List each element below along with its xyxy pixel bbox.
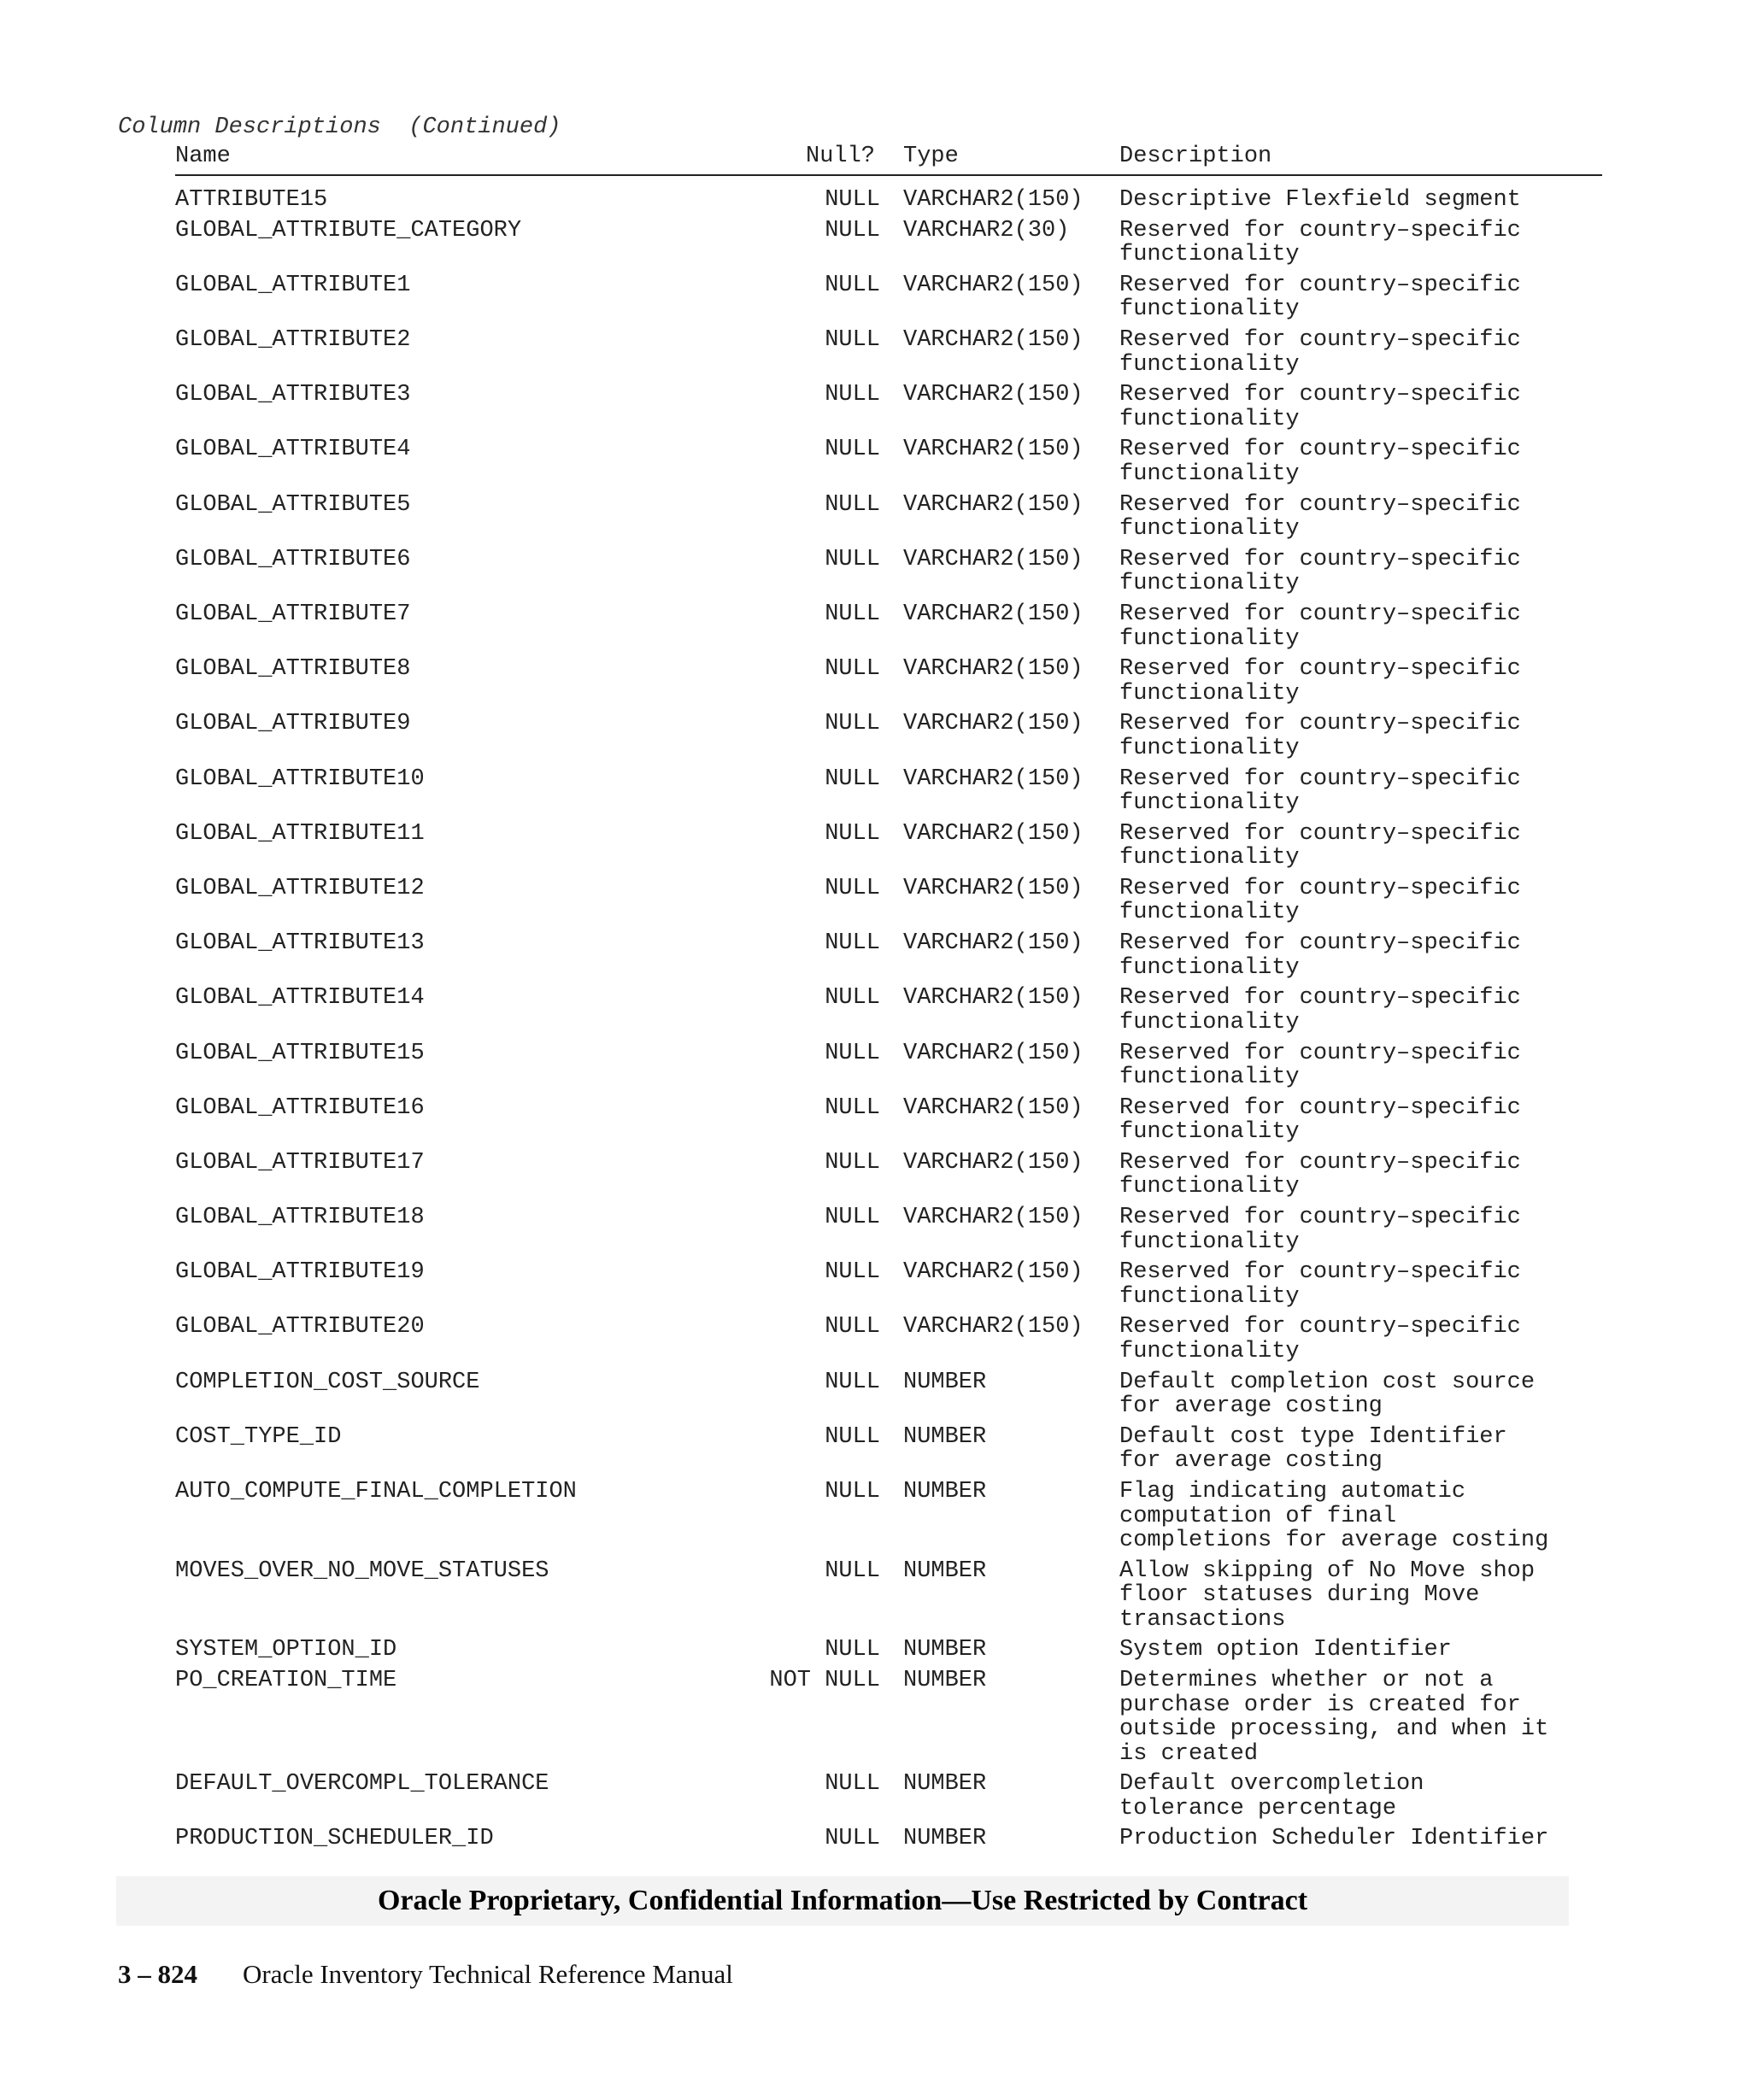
table-row [175,188,1602,213]
table-row [175,548,1602,596]
description-cell: Descriptive Flexfield segment [1119,187,1521,213]
nullability-cell: NULL [825,1205,880,1231]
nullability-cell: NULL [825,875,880,901]
table-row [175,602,1602,651]
data-type-cell: NUMBER [903,1826,987,1852]
column-name-cell: ATTRIBUTE15 [175,187,328,213]
column-name-cell: GLOBAL_ATTRIBUTE13 [175,930,425,957]
description-cell: Reserved for country–specific functionality [1119,1314,1521,1364]
column-name-cell: COMPLETION_COST_SOURCE [175,1369,480,1395]
table-row [175,712,1602,760]
column-name-cell: GLOBAL_ATTRIBUTE10 [175,766,425,792]
column-name-cell: GLOBAL_ATTRIBUTE14 [175,985,425,1012]
nullability-cell: NOT NULL [769,1668,880,1694]
column-name-cell: GLOBAL_ATTRIBUTE4 [175,437,411,463]
column-name-cell: GLOBAL_ATTRIBUTE2 [175,327,411,354]
table-row [175,1370,1602,1419]
description-cell: Reserved for country–specific functionality [1119,1149,1521,1200]
description-cell: Determines whether or not a purchase order is created for outside processing, and when it is created [1119,1668,1549,1767]
description-cell: Reserved for country–specific functionality [1119,766,1521,817]
data-type-cell: VARCHAR2(150) [903,382,1083,408]
table-row [175,877,1602,925]
table-row [175,657,1602,706]
description-cell: Production Scheduler Identifier [1119,1826,1549,1852]
table-body [175,188,1602,1851]
column-name-cell: GLOBAL_ATTRIBUTE9 [175,711,411,737]
nullability-cell: NULL [825,711,880,737]
table-row [175,1096,1602,1145]
page-footer [118,1959,733,1990]
column-name-cell: SYSTEM_OPTION_ID [175,1637,397,1663]
data-type-cell: VARCHAR2(150) [903,656,1083,683]
table-row [175,273,1602,322]
column-name-cell: GLOBAL_ATTRIBUTE11 [175,820,425,847]
data-type-cell: VARCHAR2(150) [903,1259,1083,1286]
column-name-cell: GLOBAL_ATTRIBUTE12 [175,875,425,901]
data-type-cell: NUMBER [903,1369,987,1395]
column-name-cell: GLOBAL_ATTRIBUTE20 [175,1314,425,1340]
description-cell: Reserved for country–specific functionality [1119,437,1521,487]
data-type-cell: VARCHAR2(150) [903,985,1083,1012]
nullability-cell: NULL [825,820,880,847]
description-cell: Reserved for country–specific functionality [1119,327,1521,378]
description-cell: Reserved for country–specific functionality [1119,601,1521,652]
data-type-cell: VARCHAR2(150) [903,491,1083,518]
manual-title: Oracle Inventory Technical Reference Manual [243,1959,733,1989]
data-type-cell: VARCHAR2(150) [903,546,1083,572]
description-cell: Reserved for country–specific functionality [1119,820,1521,871]
nullability-cell: NULL [825,1826,880,1852]
table-row [175,1425,1602,1474]
nullability-cell: NULL [825,1259,880,1286]
header-null: Null? [806,144,876,169]
data-type-cell: VARCHAR2(150) [903,437,1083,463]
data-type-cell: VARCHAR2(150) [903,711,1083,737]
data-type-cell: VARCHAR2(150) [903,930,1083,957]
nullability-cell: NULL [825,437,880,463]
description-cell: Reserved for country–specific functionality [1119,491,1521,543]
nullability-cell: NULL [825,187,880,213]
table-row [175,383,1602,431]
description-cell: Reserved for country–specific functionality [1119,985,1521,1035]
description-cell: Reserved for country–specific functionality [1119,1040,1521,1090]
data-type-cell: VARCHAR2(30) [903,217,1070,243]
nullability-cell: NULL [825,382,880,408]
table-row [175,767,1602,816]
description-cell: Reserved for country–specific functionality [1119,546,1521,597]
nullability-cell: NULL [825,1094,880,1121]
data-type-cell: VARCHAR2(150) [903,601,1083,627]
table-row [175,1205,1602,1254]
description-cell: Reserved for country–specific functionality [1119,711,1521,761]
column-name-cell: GLOBAL_ATTRIBUTE3 [175,382,411,408]
column-name-cell: GLOBAL_ATTRIBUTE18 [175,1205,425,1231]
nullability-cell: NULL [825,930,880,957]
column-name-cell: PRODUCTION_SCHEDULER_ID [175,1826,494,1852]
description-cell: Reserved for country–specific functionality [1119,382,1521,432]
column-descriptions-table [175,144,1602,1857]
description-cell: Reserved for country–specific functionality [1119,1094,1521,1146]
table-row [175,1260,1602,1309]
description-cell: Flag indicating automatic computation of final completions for average costing [1119,1479,1549,1553]
column-name-cell: GLOBAL_ATTRIBUTE6 [175,546,411,572]
table-row [175,931,1602,980]
nullability-cell: NULL [825,766,880,792]
description-cell: Reserved for country–specific functionality [1119,1205,1521,1255]
data-type-cell: VARCHAR2(150) [903,327,1083,354]
data-type-cell: VARCHAR2(150) [903,820,1083,847]
data-type-cell: VARCHAR2(150) [903,1149,1083,1176]
table-row [175,1315,1602,1364]
nullability-cell: NULL [825,1771,880,1798]
table-row [175,1559,1602,1633]
nullability-cell: NULL [825,985,880,1012]
table-row [175,1669,1602,1766]
nullability-cell: NULL [825,1637,880,1663]
data-type-cell: NUMBER [903,1479,987,1505]
data-type-cell: VARCHAR2(150) [903,875,1083,901]
header-name: Name [175,144,231,169]
column-name-cell: GLOBAL_ATTRIBUTE7 [175,601,411,627]
header-type: Type [903,144,959,169]
data-type-cell: VARCHAR2(150) [903,272,1083,298]
column-name-cell: GLOBAL_ATTRIBUTE5 [175,491,411,518]
nullability-cell: NULL [825,217,880,243]
table-row [175,1041,1602,1090]
table-row [175,1772,1602,1821]
data-type-cell: NUMBER [903,1668,987,1694]
column-name-cell: AUTO_COMPUTE_FINAL_COMPLETION [175,1479,577,1505]
description-cell: Reserved for country–specific functionality [1119,875,1521,926]
data-type-cell: VARCHAR2(150) [903,766,1083,792]
nullability-cell: NULL [825,1423,880,1450]
column-name-cell: COST_TYPE_ID [175,1423,342,1450]
column-name-cell: GLOBAL_ATTRIBUTE16 [175,1094,425,1121]
table-row [175,437,1602,486]
data-type-cell: NUMBER [903,1557,987,1584]
table-header [175,144,1602,176]
column-name-cell: GLOBAL_ATTRIBUTE17 [175,1149,425,1176]
description-cell: Reserved for country–specific functionality [1119,217,1521,268]
nullability-cell: NULL [825,1479,880,1505]
description-cell: Default cost type Identifier for average costing [1119,1423,1507,1475]
nullability-cell: NULL [825,546,880,572]
description-cell: Reserved for country–specific functionality [1119,272,1521,323]
table-row [175,1638,1602,1663]
column-name-cell: GLOBAL_ATTRIBUTE8 [175,656,411,683]
column-name-cell: DEFAULT_OVERCOMPL_TOLERANCE [175,1771,549,1798]
column-name-cell: GLOBAL_ATTRIBUTE1 [175,272,411,298]
nullability-cell: NULL [825,1040,880,1066]
description-cell: Allow skipping of No Move shop floor statuses during Move transactions [1119,1557,1536,1633]
nullability-cell: NULL [825,491,880,518]
description-cell: Default completion cost source for average costing [1119,1369,1536,1420]
table-caption: Column Descriptions (Continued) [118,114,561,140]
page-number: 3 – 824 [118,1959,197,1989]
table-row [175,1480,1602,1553]
description-cell: Reserved for country–specific functionality [1119,930,1521,981]
table-row [175,822,1602,871]
data-type-cell: NUMBER [903,1771,987,1798]
nullability-cell: NULL [825,1149,880,1176]
data-type-cell: VARCHAR2(150) [903,1094,1083,1121]
column-name-cell: GLOBAL_ATTRIBUTE_CATEGORY [175,217,522,243]
nullability-cell: NULL [825,327,880,354]
column-name-cell: GLOBAL_ATTRIBUTE15 [175,1040,425,1066]
nullability-cell: NULL [825,1314,880,1340]
column-name-cell: MOVES_OVER_NO_MOVE_STATUSES [175,1557,549,1584]
data-type-cell: VARCHAR2(150) [903,1040,1083,1066]
nullability-cell: NULL [825,1557,880,1584]
table-row [175,328,1602,377]
column-name-cell: GLOBAL_ATTRIBUTE19 [175,1259,425,1286]
data-type-cell: NUMBER [903,1637,987,1663]
header-description: Description [1119,144,1272,169]
description-cell: Default overcompletion tolerance percentage [1119,1771,1424,1821]
table-row [175,986,1602,1035]
description-cell: Reserved for country–specific functionality [1119,656,1521,707]
table-row [175,219,1602,267]
description-cell: Reserved for country–specific functionality [1119,1259,1521,1310]
nullability-cell: NULL [825,1369,880,1395]
description-cell: System option Identifier [1119,1637,1452,1663]
data-type-cell: VARCHAR2(150) [903,1205,1083,1231]
nullability-cell: NULL [825,601,880,627]
confidentiality-banner: Oracle Proprietary, Confidential Information––Use Restricted by Contract [116,1876,1569,1926]
table-row [175,1827,1602,1851]
data-type-cell: VARCHAR2(150) [903,187,1083,213]
table-row [175,1151,1602,1200]
data-type-cell: VARCHAR2(150) [903,1314,1083,1340]
table-row [175,493,1602,542]
column-name-cell: PO_CREATION_TIME [175,1668,397,1694]
nullability-cell: NULL [825,272,880,298]
nullability-cell: NULL [825,656,880,683]
data-type-cell: NUMBER [903,1423,987,1450]
